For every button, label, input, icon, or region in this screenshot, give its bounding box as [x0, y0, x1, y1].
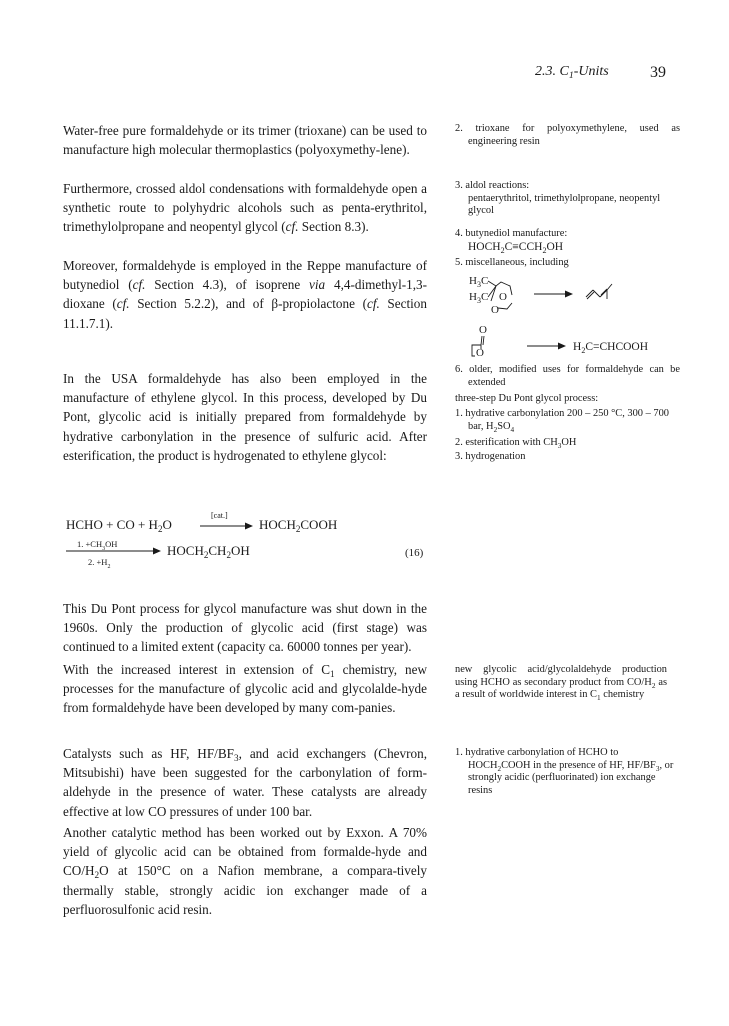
- step-1-label: 1. $+CH_3OH$: [77, 539, 118, 552]
- side-note-3: 3. aldol reactions: pentaerythritol, trimethylolpropane, neopentyl glycol: [455, 180, 661, 216]
- glycolic-acid-product: $HOCH_2COOH$: [259, 517, 338, 534]
- catalyst-label: [cat.]: [211, 511, 228, 520]
- paragraph-ethylene-glycol: In the USA formaldehyde has also been employed in the manufacture of ethylene glycol. In this process, developed by Du Pont, glycolic acid is initially prepared from formaldehyde by hydrative carbonylation in the presence of sulfuric acid. After esterification, the product is hydrogenated to ethylene glycol:: [63, 371, 427, 463]
- paragraph-reppe: Moreover, formaldehyde is employed in the Reppe manufacture of butynediol (cf. Section 4.3), of isoprene via 4,4-dimethyl-1,3-dioxane (cf. Section 5.2.2), and of β-propiolactone (cf. Section 11.1.7.1).: [63, 258, 427, 331]
- side-note-5: 5. miscellaneous, including: [455, 257, 569, 268]
- methyl-label-2: $H_3C$: [469, 291, 489, 305]
- ethylene-glycol-product: $HOCH_2CH_2OH$: [167, 543, 250, 560]
- equation-number: (16): [405, 547, 424, 559]
- isoprene-structure: [586, 284, 612, 299]
- acrylic-acid-product: $H_2C=CHCOOH$: [573, 341, 649, 355]
- paragraph-exxon: Another catalytic method has been worked out by Exxon. A 70% yield of glycolic acid can be obtained from formalde-hyde and $CO/H_2O$ at 150°C on a Nafion membrane, a compara-tively thermally stable, strongly acidic ion exchanger made of a perfluorosulfonic acid resin.: [63, 825, 427, 917]
- ring-oxygen-2: O: [491, 304, 499, 316]
- side-note-2: 2. trioxane for polyoxymethylene, used as engineering resin: [455, 123, 680, 147]
- side-note-4: 4. butynediol manufacture: $HOCH_2C\equiv CCH_2OH$: [455, 228, 568, 255]
- running-header-section: 2.3. $C_1$-Units: [535, 64, 609, 81]
- page-number: 39: [650, 64, 666, 81]
- dupont-step-3: 3. hydrogenation: [455, 451, 526, 462]
- paragraph-trioxane: Water-free pure formaldehyde or its trimer (trioxane) can be used to manufacture high molecular thermoplastics (polyoxymethy-lene).: [63, 123, 427, 158]
- side-note-new-production: new glycolic acid/glycolaldehyde production using HCHO as secondary product from $CO/H_2$ as a result of worldwide interest in $C_1$ chemistry: [455, 664, 667, 702]
- paragraph-aldol: Furthermore, crossed aldol condensations with formaldehyde open a synthetic route to polyhydric alcohols such as penta-erythritol, trimethylolpropane and neopentyl glycol (cf. Section 8.3).: [63, 181, 427, 235]
- dupont-step-2: 2. esterification with $CH_3OH$: [455, 437, 577, 450]
- lactone-ring-oxygen: O: [476, 347, 484, 359]
- paragraph-catalysts: Catalysts such as HF, $HF/BF_3$, and acid exchangers (Chevron, Mitsubishi) have been suggested for the carbonylation of form-aldehyde in the presence of water. These catalysts are already effective at low CO pressures of under 100 bar.: [63, 746, 428, 819]
- lactone-carbonyl-oxygen: O: [479, 324, 487, 336]
- side-note-6: 6. older, modified uses for formaldehyde can be extended: [455, 364, 680, 388]
- dupont-process-title: three-step Du Pont glycol process:: [455, 393, 599, 404]
- dupont-step-1: 1. hydrative carbonylation 200 – 250 °C, 300 – 700 bar, $H_2SO_4$: [455, 408, 669, 434]
- ring-oxygen-1: O: [499, 291, 507, 303]
- reaction-arrow-1: [200, 521, 254, 531]
- side-note-catalysts: 1. hydrative carbonylation of HCHO to $HOCH_2COOH$ in the presence of HF, $HF/BF_3$, or strongly acidic (perfluorinated) ion exchange resins: [455, 747, 674, 796]
- step-2-label: 2. $+H_2$: [88, 557, 111, 570]
- reaction-arrow-2: [66, 546, 162, 556]
- paragraph-new-processes: With the increased interest in extension of $C_1$ chemistry, new processes for the manufacture of glycolic acid and glycolalde-hyde from formaldehyde have been developed by many com-panies.: [63, 662, 427, 716]
- paragraph-shutdown: This Du Pont process for glycol manufacture was shut down in the 1960s. Only the production of glycolic acid (first stage) was continued to a limited extent (capacity ca. 60000 tonnes per year).: [63, 601, 427, 655]
- dioxane-isoprene-scheme: [467, 270, 667, 366]
- methyl-label-1: $H_3C$: [469, 275, 489, 289]
- equation-line-1: HCHO + CO + $H_2O$: [66, 517, 172, 534]
